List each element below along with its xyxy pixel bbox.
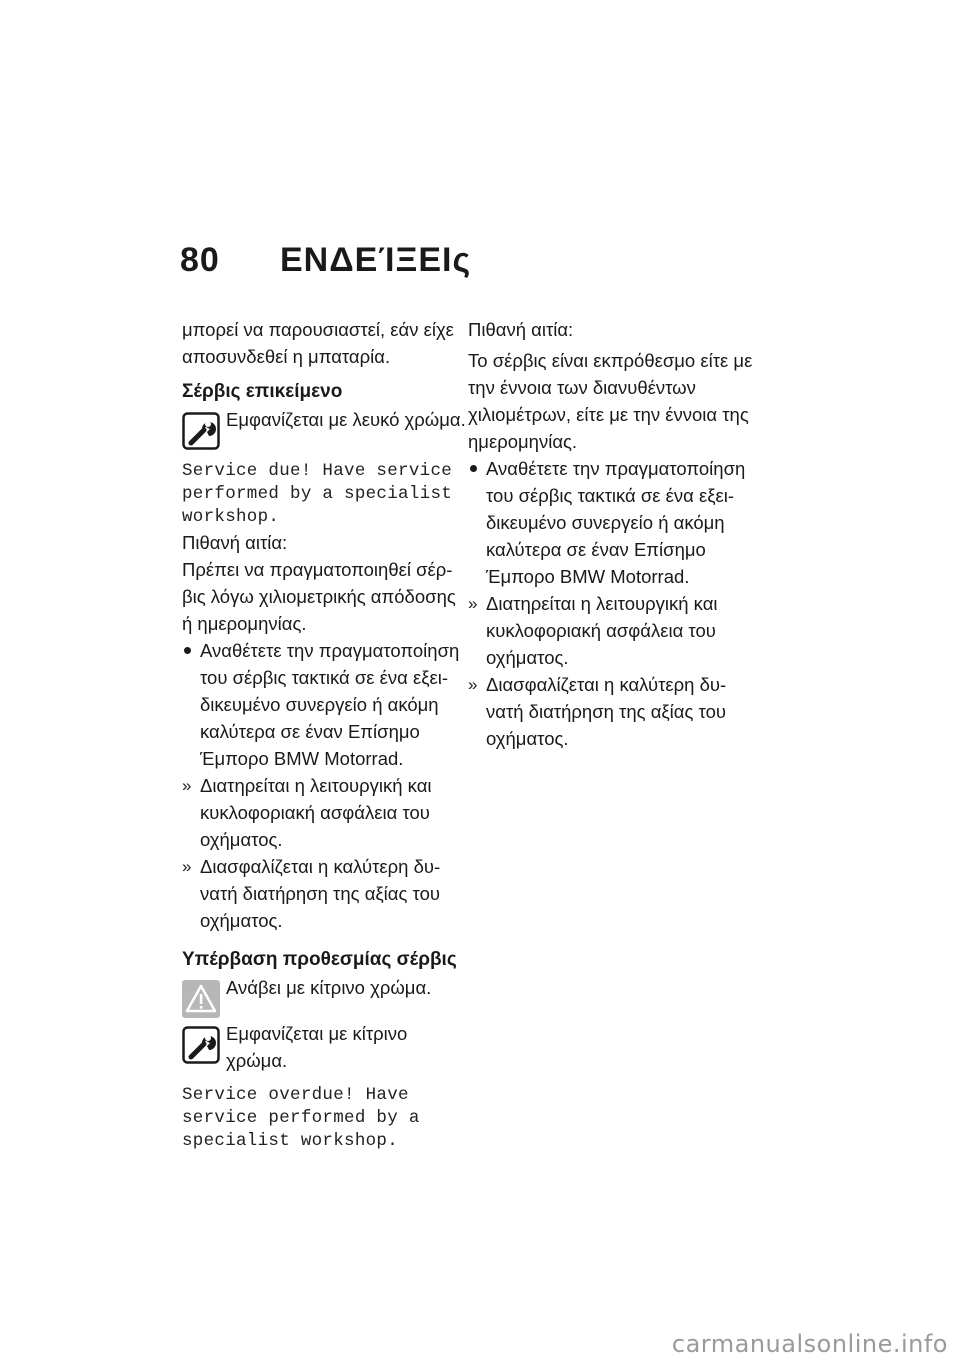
page-number: 80 — [180, 240, 220, 279]
bullet-icon — [182, 637, 198, 664]
action-list — [468, 455, 758, 752]
warning-indicator — [182, 974, 467, 1018]
page-header — [180, 240, 471, 280]
wrench-icon — [182, 412, 220, 450]
service-due-icon-text: Εμφανίζεται με λευκό χρώμα. — [226, 409, 466, 430]
result-arrow-icon: » — [468, 675, 478, 694]
cause-text: Το σέρβις είναι εκπρόθεσμο είτε με την έννοια των διανυθέντων χιλιομέτρων, είτε με την έννοια της ημερομηνίας. — [468, 350, 753, 452]
cause-label: Πιθανή αιτία: — [468, 319, 574, 340]
list-item: » Διατηρείται η λειτουργική και κυκλοφοριακή ασφάλεια του οχήματος. — [468, 590, 758, 671]
service-overdue-indicator — [182, 1020, 467, 1074]
result-arrow-icon: » — [182, 776, 192, 795]
list-item: Αναθέτετε την πραγματοποίηση του σέρβις τακτικά σε ένα εξει-δικευμένο συνεργείο ή ακόμη καλύτερα σε έναν Επίσημο Έμπορο BMW Motorrad. — [468, 455, 758, 590]
cause-text: Πρέπει να πραγματοποιηθεί σέρ-βις λόγω χιλιομετρικής απόδοσης ή ημερομηνίας. — [182, 559, 456, 634]
intro-text: μπορεί να παρουσιαστεί, εάν είχε αποσυνδεθεί η μπαταρία. — [182, 319, 454, 367]
left-column — [182, 316, 467, 1153]
result-arrow-icon: » — [468, 594, 478, 613]
warning-triangle-icon — [182, 980, 220, 1018]
list-item: » Διασφαλίζεται η καλύτερη δυ-νατή διατήρηση της αξίας του οχήματος. — [182, 853, 467, 934]
bullet-icon — [468, 455, 484, 482]
section-heading-service-due: Σέρβις επικείμενο — [182, 381, 343, 402]
cause-label: Πιθανή αιτία: — [182, 532, 288, 553]
list-item: » Διατηρείται η λειτουργική και κυκλοφοριακή ασφάλεια του οχήματος. — [182, 772, 467, 853]
action-list — [182, 637, 467, 934]
right-column — [468, 316, 758, 752]
service-overdue-display-message: Service overdue! Have service performed by a specialist workshop. — [182, 1085, 420, 1151]
service-overdue-icon-text: Εμφανίζεται με κίτρινο χρώμα. — [226, 1023, 408, 1071]
list-item: » Διασφαλίζεται η καλύτερη δυ-νατή διατήρηση της αξίας του οχήματος. — [468, 671, 758, 752]
section-heading-service-overdue: Υπέρβαση προθεσμίας σέρβις — [182, 949, 457, 970]
service-due-display-message: Service due! Have service performed by a specialist workshop. — [182, 461, 453, 527]
result-arrow-icon: » — [182, 857, 192, 876]
watermark: carmanualsonline.info — [671, 1330, 948, 1358]
service-due-indicator — [182, 406, 467, 450]
page-title: ΕΝΔΕΊΞΕΙς — [280, 240, 472, 279]
wrench-icon — [182, 1026, 220, 1064]
list-item: Αναθέτετε την πραγματοποίηση του σέρβις τακτικά σε ένα εξει-δικευμένο συνεργείο ή ακόμη καλύτερα σε έναν Επίσημο Έμπορο BMW Motorrad. — [182, 637, 467, 772]
warning-text: Ανάβει με κίτρινο χρώμα. — [226, 977, 432, 998]
